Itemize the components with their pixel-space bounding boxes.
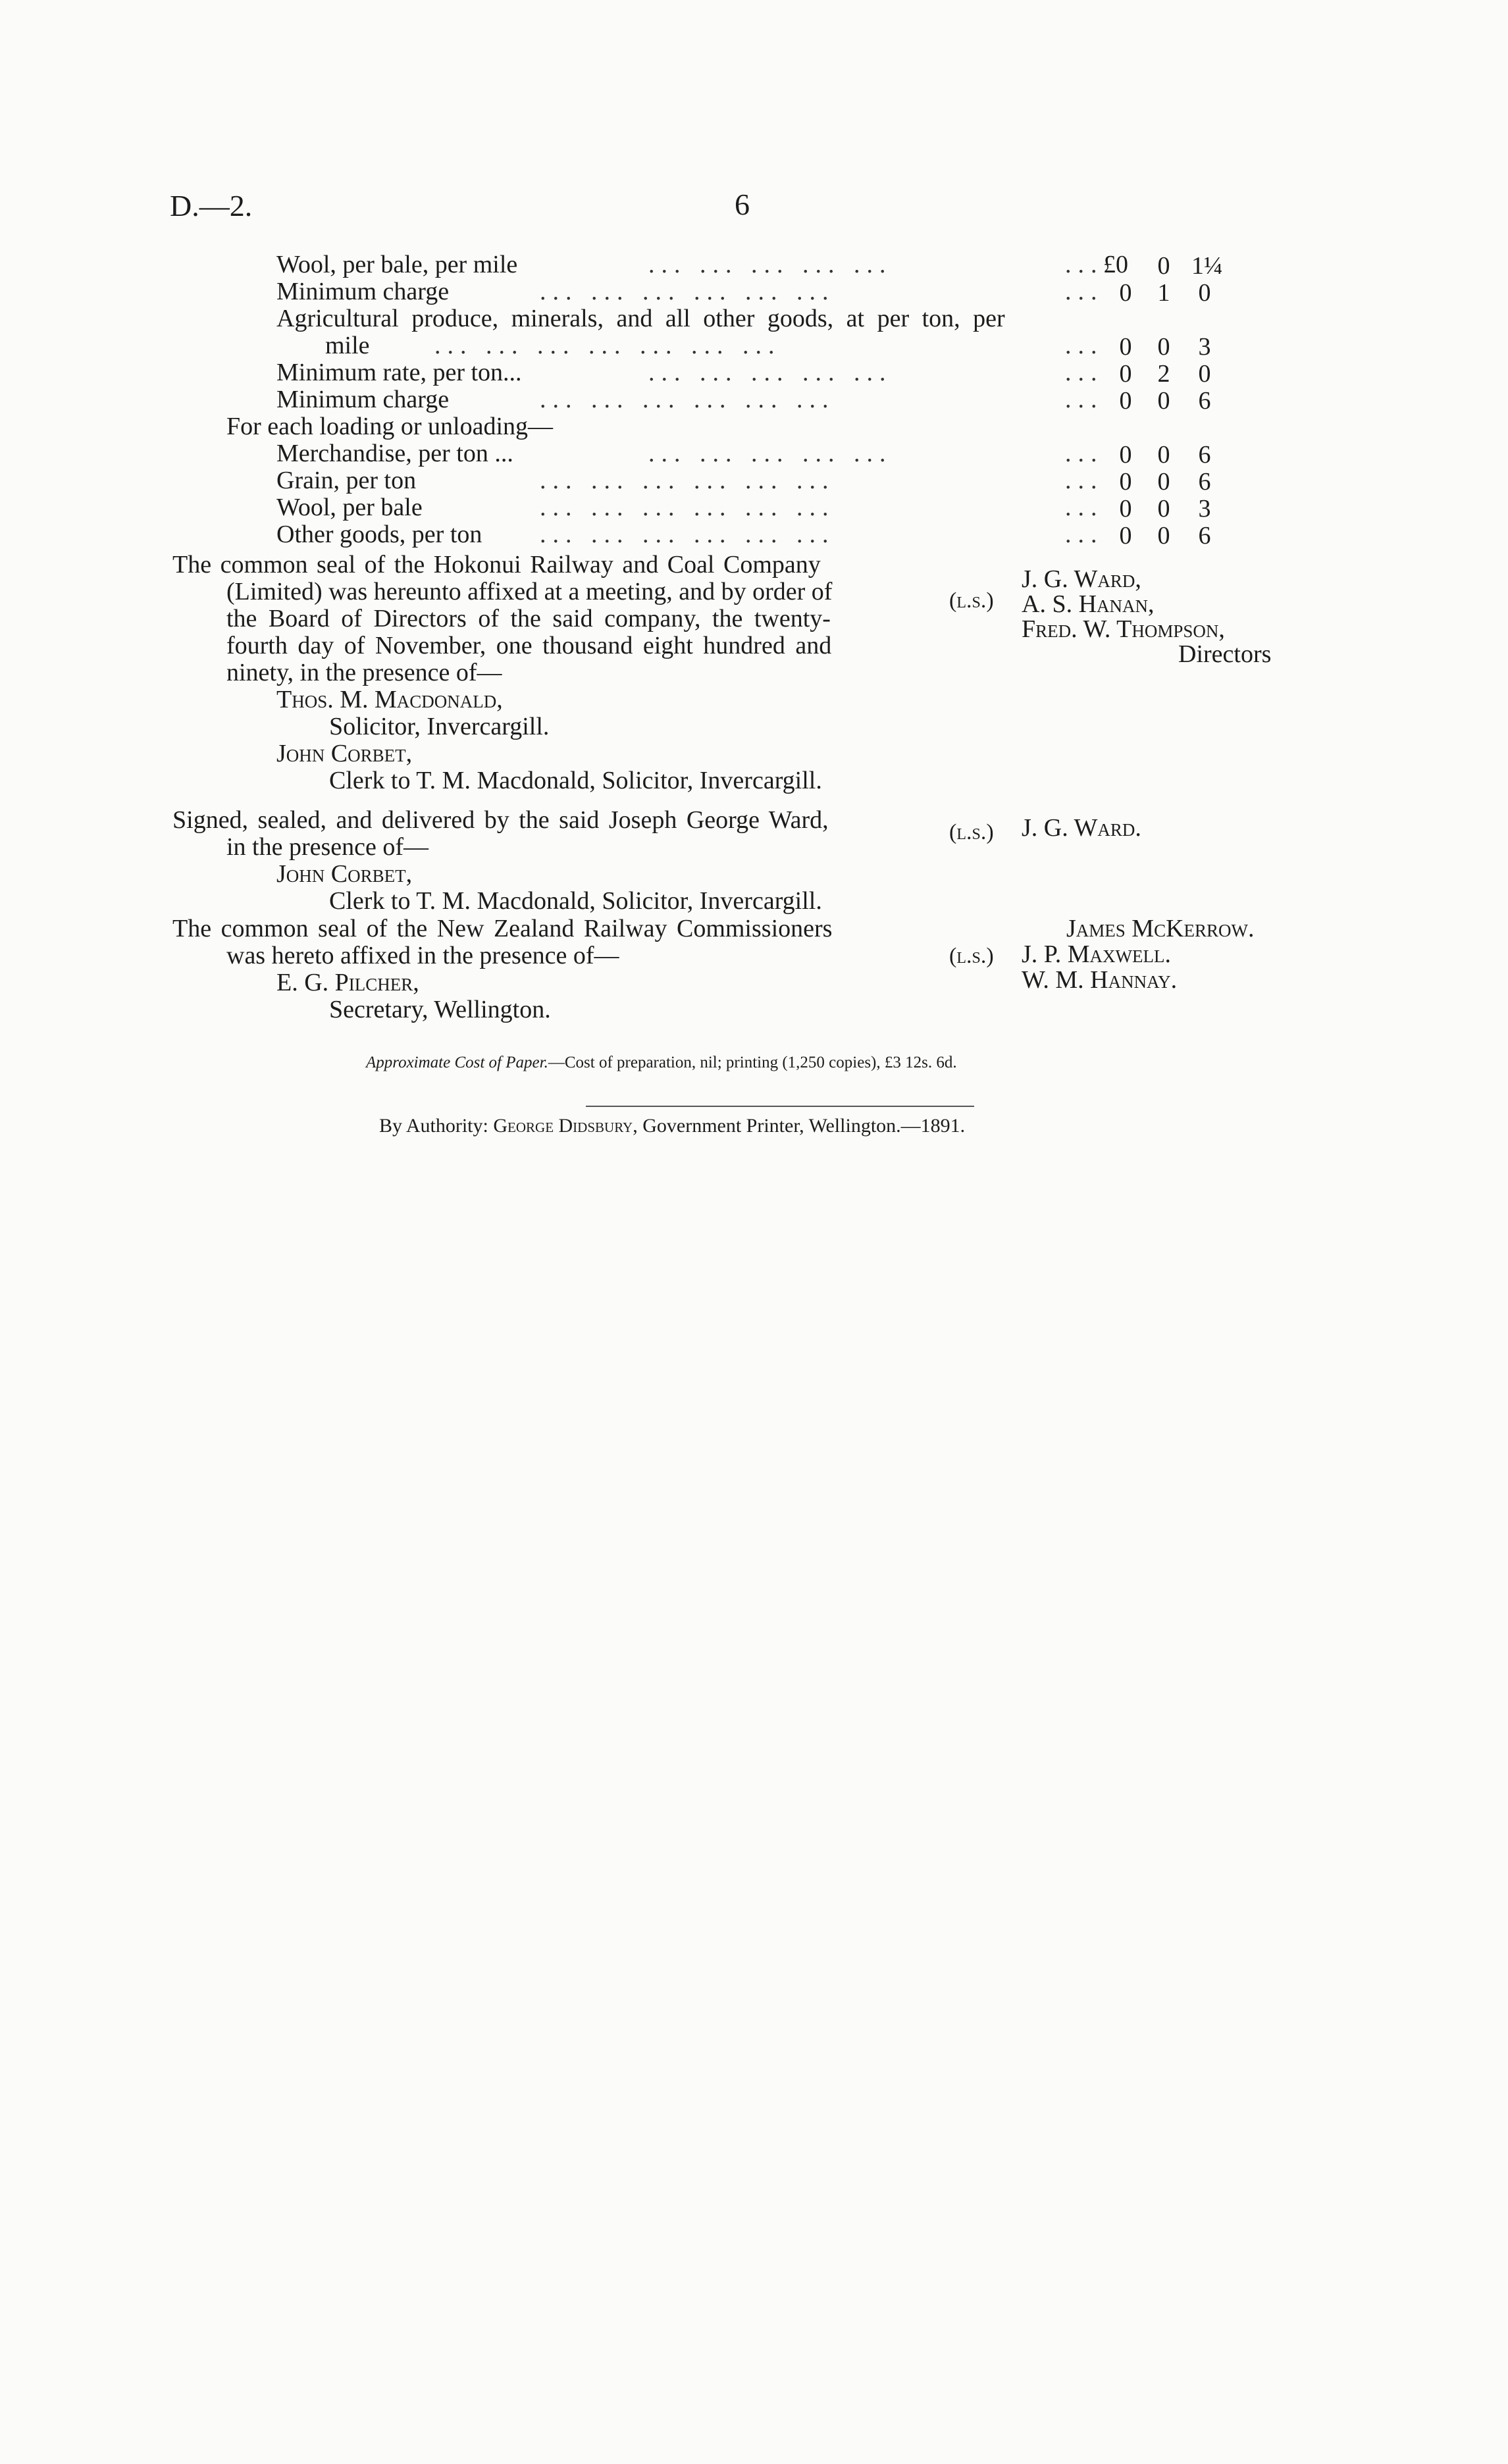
attestation-line: (Limited) was hereunto affixed at a meeting, and by order of [226,578,833,605]
leader-dots: ... ... ... ... ... ... [540,467,835,494]
leader-dots: ... ... ... ... ... [648,440,893,467]
signatory: W. M. Hannay. [1022,966,1178,994]
amount-shillings: 0 [1157,468,1170,496]
cost-note-text: —Cost of preparation, nil; printing (1,250 copies), £3 12s. 6d. [548,1054,957,1071]
imprint-suffix: Government Printer, Wellington.—1891. [642,1115,966,1137]
amount-pence: 0 [1198,360,1211,388]
amount-pounds: 0 [1119,333,1132,361]
leader-dots: ... ... ... ... ... [648,359,893,386]
witness-name: John Corbet, [276,740,413,767]
leader-dots-pre: ... [1065,386,1104,413]
locus-sigilli: (l.s.) [949,944,994,968]
amount-pence: 3 [1198,333,1211,361]
amount-shillings: 0 [1157,387,1170,415]
rates-table [0,0,1508,592]
signatory: Fred. W. Thompson, [1022,615,1225,643]
amount-pounds: 0 [1119,468,1132,496]
amount-pence: 6 [1198,468,1211,496]
leader-dots: ... ... ... ... ... ... ... [434,332,781,359]
printer-name: George Didsbury, [493,1115,638,1137]
amount-pence: 1¼ [1191,252,1223,280]
imprint-prefix: By Authority: [379,1115,488,1137]
amount-pounds: 0 [1119,387,1132,415]
amount-pence: 6 [1198,441,1211,469]
amount-shillings: 0 [1157,333,1170,361]
leader-dots-pre: ... [1065,278,1104,305]
agricultural-heading: Agricultural produce, minerals, and all other goods, at per ton, per [276,305,1005,332]
signatory: A. S. Hanan, [1022,590,1155,618]
amount-shillings: 0 [1157,252,1170,280]
attestation-line: fourth day of November, one thousand eight hundred and [226,632,832,659]
signatory: J. G. Ward, [1022,565,1141,593]
rate-label: Grain, per ton [276,467,417,494]
leader-dots-pre: ... [1065,521,1104,548]
attestation-line: ninety, in the presence of— [226,659,502,686]
amount-shillings: 0 [1157,495,1170,523]
witness-title: Clerk to T. M. Macdonald, Solicitor, Invercargill. [329,887,822,915]
rate-label: mile [325,332,370,359]
witness-name: John Corbet, [276,860,413,888]
rate-row [276,251,517,278]
amount-pounds: £0 [1103,251,1128,278]
leader-dots-pre: ... [1065,467,1104,494]
leader-dots-pre: ... [1065,494,1104,521]
locus-sigilli: (l.s.) [949,820,994,844]
witness-title: Secretary, Wellington. [329,996,551,1023]
attestation-line: The common seal of the New Zealand Railway Commissioners [172,915,833,942]
locus-sigilli: (l.s.) [949,588,994,613]
rate-label: Other goods, per ton [276,521,482,548]
leader-dots: ... ... ... ... ... ... [540,521,835,548]
attestation-line: in the presence of— [226,833,429,861]
witness-name: Thos. M. Macdonald, [276,686,503,713]
amount-pence: 3 [1198,495,1211,523]
attestation-line: was hereto affixed in the presence of— [226,942,619,969]
witness-name: E. G. Pilcher, [276,969,419,996]
witness-title: Clerk to T. M. Macdonald, Solicitor, Invercargill. [329,767,822,794]
leader-dots-pre: ... [1065,251,1104,278]
leader-dots-pre: ... [1065,332,1104,359]
rate-label: Minimum charge [276,278,450,305]
signatory: James McKerrow. [1066,915,1255,942]
attestation-line: Signed, sealed, and delivered by the said Joseph George Ward, [172,806,829,834]
leader-dots-pre: ... [1065,440,1104,467]
amount-pounds: 0 [1119,441,1132,469]
cost-note-label: Approximate Cost of Paper. [366,1054,548,1071]
signatories-role: Directors [1178,640,1272,668]
amount-pounds: 0 [1119,522,1132,550]
leader-dots: ... ... ... ... ... ... [540,278,835,305]
rate-label: Merchandise, per ton ... [276,440,513,467]
printer-imprint [379,1115,965,1137]
document-reference: D.—2. [170,189,253,222]
loading-heading: For each loading or unloading— [226,413,554,440]
leader-dots: ... ... ... ... ... ... [540,386,835,413]
amount-pounds: 0 [1119,495,1132,523]
leader-dots: ... ... ... ... ... [648,251,893,278]
leader-dots-pre: ... [1065,359,1104,386]
amount-pounds: 0 [1119,360,1132,388]
attestation-line: The common seal of the Hokonui Railway and Coal Company [172,551,821,578]
amount-pounds: 0 [1119,279,1132,307]
rate-label: Wool, per bale [276,494,423,521]
signatory: J. G. Ward. [1022,814,1141,842]
page-number: 6 [735,188,750,221]
rate-label: Minimum rate, per ton... [276,359,522,386]
cost-note [366,1054,957,1072]
amount-shillings: 0 [1157,522,1170,550]
witness-title: Solicitor, Invercargill. [329,713,550,740]
rate-label: Minimum charge [276,386,450,413]
amount-shillings: 1 [1157,279,1170,307]
amount-pence: 0 [1198,279,1211,307]
signatory: J. P. Maxwell. [1022,940,1171,968]
amount-shillings: 0 [1157,441,1170,469]
attestation-line: the Board of Directors of the said company, the twenty- [226,605,831,632]
footer-rule [586,1106,974,1107]
amount-shillings: 2 [1157,360,1170,388]
amount-pence: 6 [1198,387,1211,415]
leader-dots: ... ... ... ... ... ... [540,494,835,521]
rate-label: Wool, per bale, per mile [276,251,518,278]
amount-pence: 6 [1198,522,1211,550]
